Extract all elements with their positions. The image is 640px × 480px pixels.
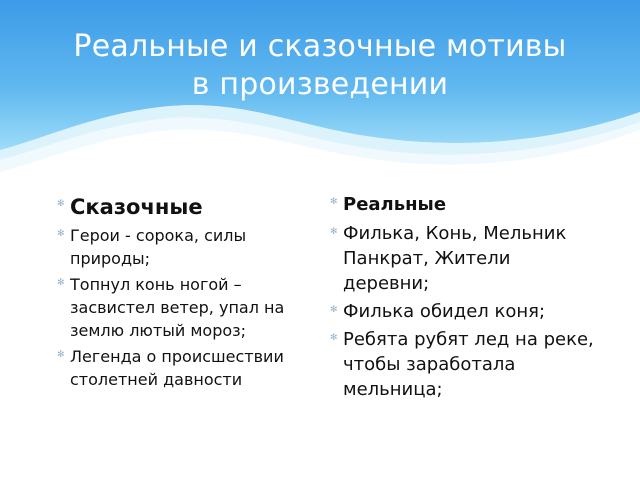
list-item xyxy=(57,345,325,391)
fairy-motifs-column xyxy=(57,192,325,394)
real-heading-text: Реальные xyxy=(343,194,447,215)
snowflake-bullet-icon: ✻ xyxy=(330,197,338,207)
list-item xyxy=(57,224,325,270)
real-motifs-heading xyxy=(330,192,598,218)
fairy-motifs-list xyxy=(57,192,325,391)
snowflake-bullet-icon: ✻ xyxy=(330,227,338,237)
snowflake-bullet-icon: ✻ xyxy=(330,305,338,315)
list-item-text: Ребята рубят лед на реке, чтобы заработала мельница; xyxy=(343,329,594,400)
title-line-2: в произведении xyxy=(191,67,449,102)
list-item xyxy=(57,273,325,342)
list-item-text: Топнул конь ногой – засвистел ветер, упал на землю лютый мороз; xyxy=(70,275,285,340)
list-item xyxy=(330,299,598,324)
fairy-motifs-heading xyxy=(57,192,325,222)
list-item-text: Легенда о происшествии столетней давности xyxy=(70,347,284,389)
title-line-1: Реальные и сказочные мотивы xyxy=(73,29,567,64)
list-item-text: Филька обидел коня; xyxy=(343,301,546,322)
snowflake-bullet-icon: ✻ xyxy=(57,229,65,239)
list-item xyxy=(330,327,598,402)
snowflake-bullet-icon: ✻ xyxy=(57,278,65,288)
page-title xyxy=(0,28,640,104)
real-motifs-list xyxy=(330,192,598,402)
real-motifs-column xyxy=(330,192,598,405)
fairy-heading-text: Сказочные xyxy=(70,195,203,219)
snowflake-bullet-icon: ✻ xyxy=(57,350,65,360)
header-banner xyxy=(0,0,640,190)
list-item-text: Филька, Конь, Мельник Панкрат, Жители деревни; xyxy=(343,223,567,294)
list-item xyxy=(330,221,598,296)
snowflake-bullet-icon: ✻ xyxy=(57,199,65,209)
list-item-text: Герои - сорока, силы природы; xyxy=(70,226,247,268)
snowflake-bullet-icon: ✻ xyxy=(330,333,338,343)
